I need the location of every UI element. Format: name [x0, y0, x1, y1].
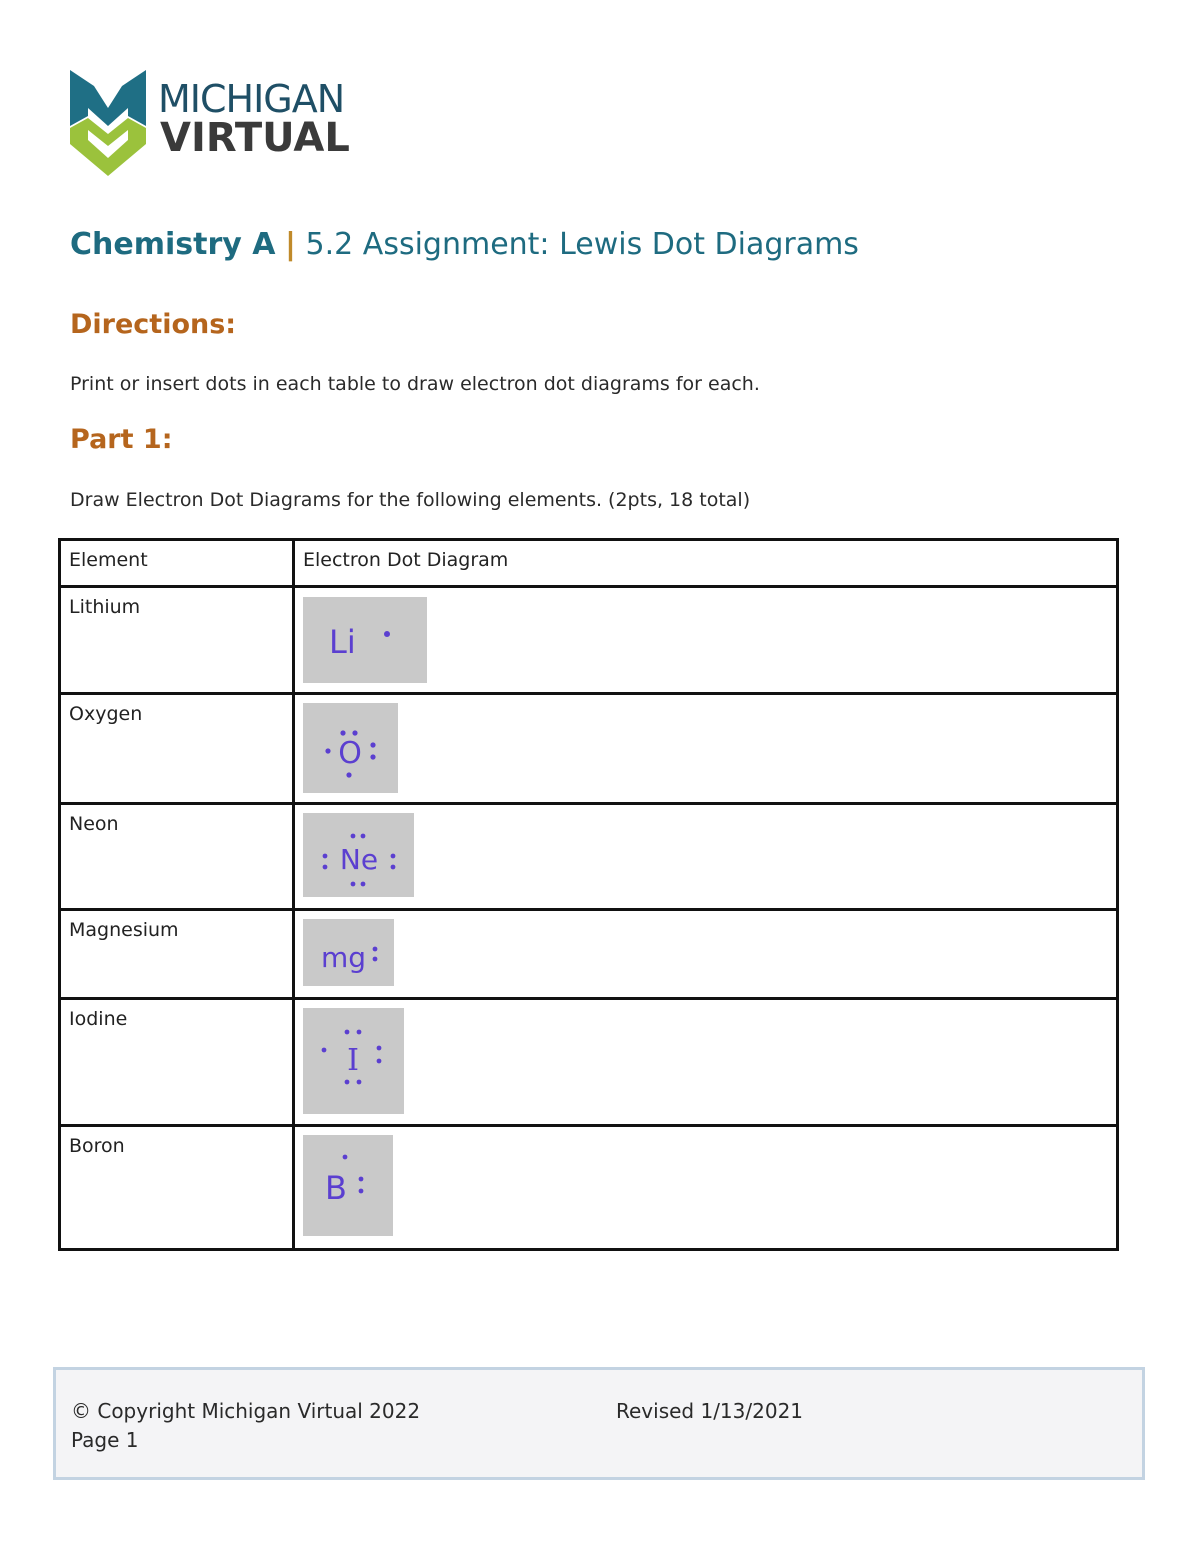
diagram-cell [294, 999, 1118, 1126]
table-row [60, 587, 1118, 694]
element-name: Lithium [60, 587, 294, 694]
svg-text:O: O [338, 736, 362, 771]
diagram-cell [294, 587, 1118, 694]
table-row [60, 999, 1118, 1126]
electron-dot-table [58, 538, 1119, 1251]
magnesium-dot-diagram-image [303, 919, 394, 986]
iodine-dot-diagram-image [303, 1008, 404, 1114]
element-name: Oxygen [60, 694, 294, 804]
boron-dot-diagram-image [303, 1135, 393, 1236]
lithium-dot-diagram-image [303, 597, 427, 683]
element-name: Neon [60, 804, 294, 910]
table-row [60, 694, 1118, 804]
part1-instructions: Draw Electron Dot Diagrams for the following elements. (2pts, 18 total) [70, 489, 751, 511]
table-row [60, 1126, 1118, 1250]
copyright-text: © Copyright Michigan Virtual 2022 [71, 1399, 421, 1423]
directions-heading: Directions: [70, 309, 237, 340]
element-name: Iodine [60, 999, 294, 1126]
page-title [70, 226, 859, 264]
diagram-cell [294, 1126, 1118, 1250]
oxygen-dot-diagram-image [303, 703, 398, 793]
neon-dot-diagram-image [303, 813, 414, 897]
svg-text:Ne: Ne [339, 843, 379, 876]
svg-text:I: I [347, 1043, 359, 1078]
element-name: Boron [60, 1126, 294, 1250]
diagram-cell [294, 910, 1118, 999]
svg-text:mg: mg [321, 941, 367, 974]
directions-text: Print or insert dots in each table to draw electron dot diagrams for each. [70, 373, 760, 395]
title-separator: | [285, 227, 296, 262]
page-number: Page 1 [71, 1428, 139, 1452]
table-header-row [60, 540, 1118, 587]
svg-text:Li: Li [329, 623, 356, 661]
diagram-cell [294, 694, 1118, 804]
page-footer [53, 1367, 1145, 1480]
header-element: Element [60, 540, 294, 587]
header-diagram: Electron Dot Diagram [294, 540, 1118, 587]
part1-heading: Part 1: [70, 424, 173, 455]
table-row [60, 910, 1118, 999]
assignment-name: 5.2 Assignment: Lewis Dot Diagrams [305, 227, 859, 262]
logo-wordmark-line1: MICHIGAN [158, 77, 345, 121]
element-name: Magnesium [60, 910, 294, 999]
diagram-cell [294, 804, 1118, 910]
logo-wordmark-line2: VIRTUAL [160, 115, 350, 161]
course-name: Chemistry A [70, 227, 276, 262]
revised-date: Revised 1/13/2021 [616, 1399, 804, 1423]
svg-text:B: B [325, 1169, 347, 1207]
table-row [60, 804, 1118, 910]
